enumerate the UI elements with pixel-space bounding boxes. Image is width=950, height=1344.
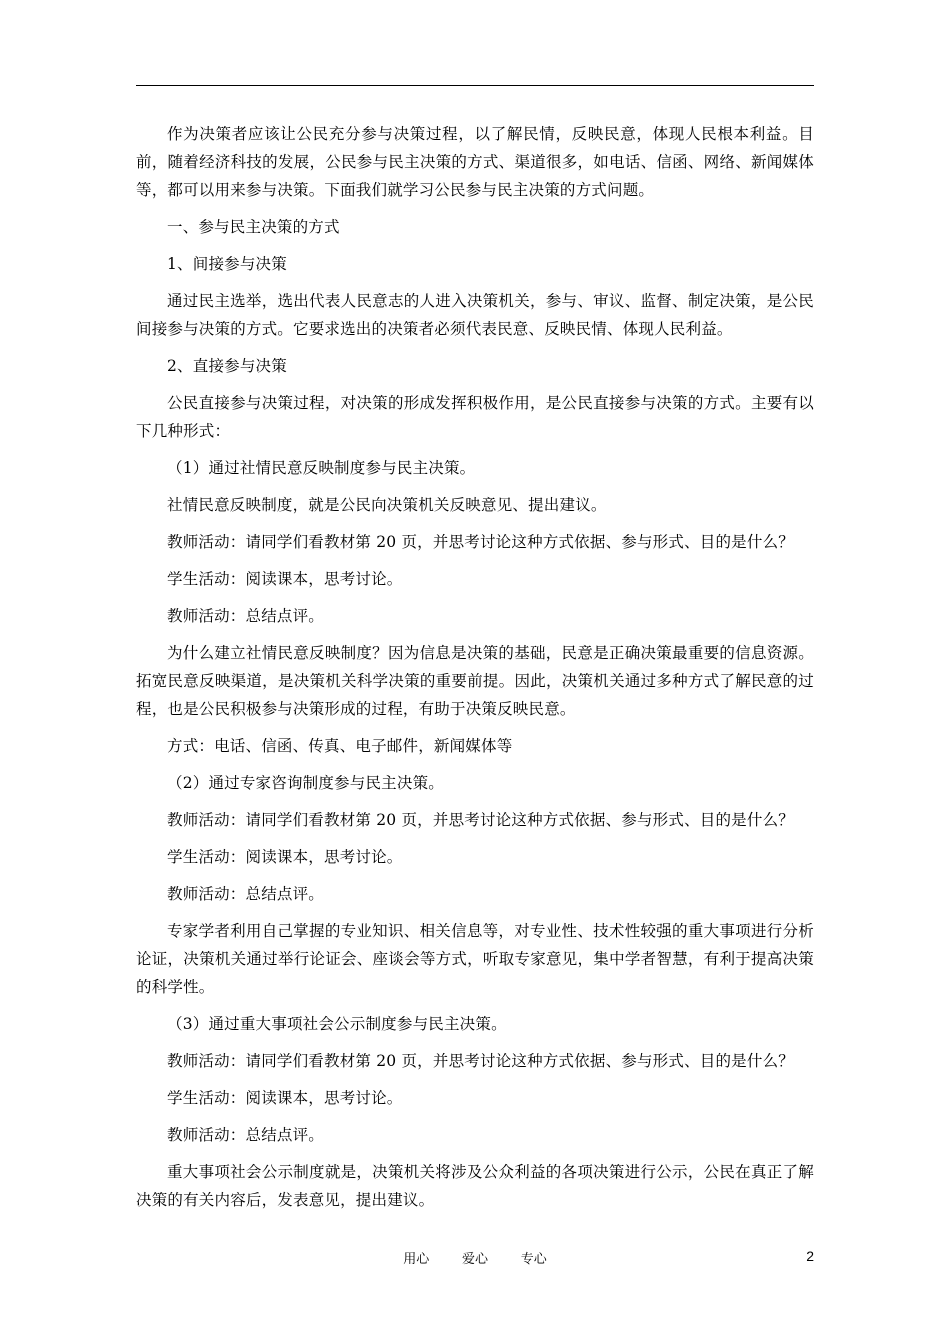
page-footer (0, 1248, 950, 1272)
paragraph: 重大事项社会公示制度就是，决策机关将涉及公众利益的各项决策进行公示，公民在真正了解决策的有关内容后，发表意见，提出建议。 (136, 1163, 814, 1209)
student-activity: 学生活动：阅读课本，思考讨论。 (167, 1089, 403, 1107)
subsection-heading: 1、间接参与决策 (167, 255, 287, 273)
paragraph: 专家学者利用自己掌握的专业知识、相关信息等，对专业性、技术性较强的重大事项进行分析论证，决策机关通过举行论证会、座谈会等方式，听取专家意见，集中学者智慧，有利于提高决策的科学性。 (136, 922, 814, 996)
item-heading: （3）通过重大事项社会公示制度参与民主决策。 (167, 1015, 507, 1033)
page-number: 2 (806, 1248, 814, 1264)
paragraph: 方式：电话、信函、传真、电子邮件，新闻媒体等 (167, 737, 513, 755)
student-activity: 学生活动：阅读课本，思考讨论。 (167, 570, 403, 588)
subsection-heading: 2、直接参与决策 (167, 357, 287, 375)
teacher-activity: 教师活动：总结点评。 (167, 885, 325, 903)
student-activity: 学生活动：阅读课本，思考讨论。 (167, 848, 403, 866)
section-heading: 一、参与民主决策的方式 (167, 218, 340, 236)
paragraph: 为什么建立社情民意反映制度？因为信息是决策的基础，民意是正确决策最重要的信息资源。拓宽民意反映渠道，是决策机关科学决策的重要前提。因此，决策机关通过多种方式了解民意的过程，也是公民积极参与决策形成的过程，有助于决策反映民意。 (136, 644, 814, 718)
teacher-activity: 教师活动：请同学们看教材第 20 页，并思考讨论这种方式依据、参与形式、目的是什么？ (167, 533, 794, 551)
teacher-activity: 教师活动：请同学们看教材第 20 页，并思考讨论这种方式依据、参与形式、目的是什么？ (167, 1052, 794, 1070)
footer-motto: 用心 爱心 专心 (403, 1252, 547, 1267)
header-rule (136, 85, 814, 86)
item-heading: （2）通过专家咨询制度参与民主决策。 (167, 774, 444, 792)
paragraph: 社情民意反映制度，就是公民向决策机关反映意见、提出建议。 (167, 496, 607, 514)
body-text (136, 120, 814, 1223)
teacher-activity: 教师活动：请同学们看教材第 20 页，并思考讨论这种方式依据、参与形式、目的是什么？ (167, 811, 794, 829)
paragraph: 通过民主选举，选出代表人民意志的人进入决策机关，参与、审议、监督、制定决策，是公民间接参与决策的方式。它要求选出的决策者必须代表民意、反映民情、体现人民利益。 (136, 292, 814, 338)
paragraph: 作为决策者应该让公民充分参与决策过程，以了解民情，反映民意，体现人民根本利益。目前，随着经济科技的发展，公民参与民主决策的方式、渠道很多，如电话、信函、网络、新闻媒体等，都可以用来参与决策。下面我们就学习公民参与民主决策的方式问题。 (136, 125, 814, 199)
teacher-activity: 教师活动：总结点评。 (167, 1126, 325, 1144)
teacher-activity: 教师活动：总结点评。 (167, 607, 325, 625)
paragraph: 公民直接参与决策过程，对决策的形成发挥积极作用，是公民直接参与决策的方式。主要有以下几种形式： (136, 394, 814, 440)
item-heading: （1）通过社情民意反映制度参与民主决策。 (167, 459, 476, 477)
